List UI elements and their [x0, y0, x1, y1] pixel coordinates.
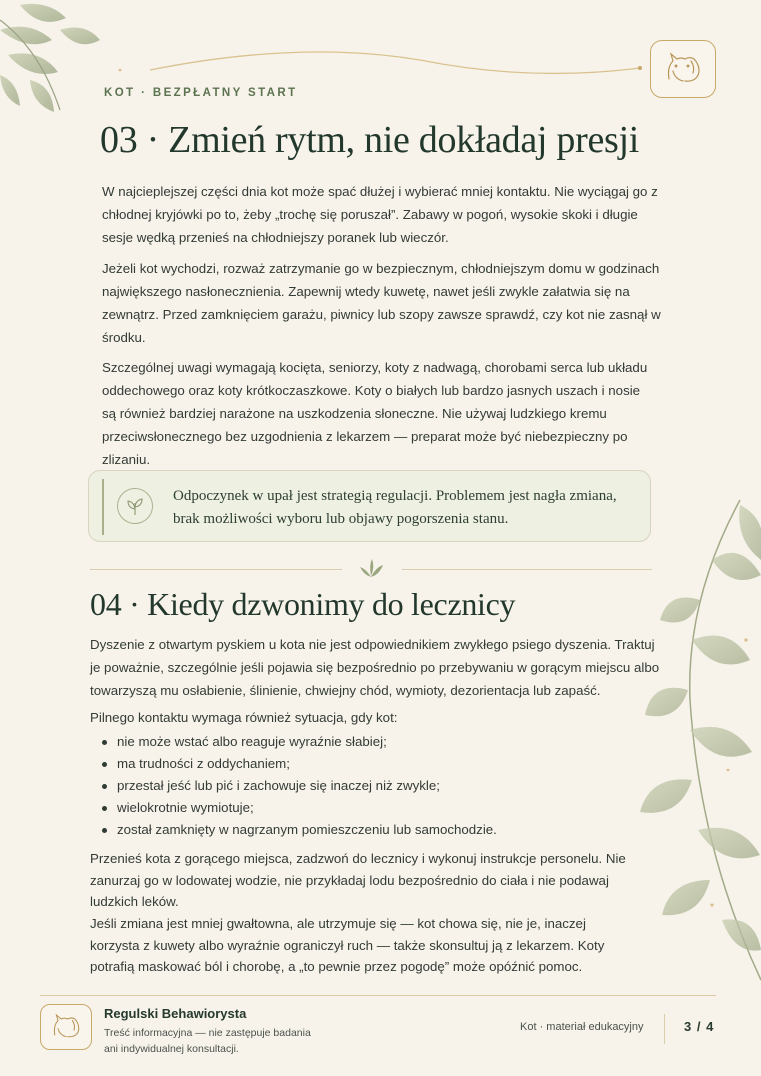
callout-accent-bar: [102, 479, 104, 535]
footer-separator: [664, 1014, 665, 1044]
section-4-paragraph-4: Jeśli zmiana jest mniej gwałtowna, ale utrzymuje się — kot chowa się, nie je, inaczej korzysta z kuwety albo wyraźnie ograniczył ruch — także skonsultuj ją z lekarzem. Koty potrafią maskować ból i chorobę, a „to pewnie przez pogodę” może opóźnić pomoc.: [90, 916, 605, 974]
list-item: wielokrotnie wymiotuje;: [100, 797, 497, 819]
page-number: 3 / 4: [684, 1019, 715, 1034]
brand-logo: [650, 40, 716, 98]
list-item: przestał jeść lub pić i zachowuje się inaczej niż zwykle;: [100, 775, 497, 797]
footer-material-label: Kot · materiał edukacyjny: [520, 1021, 644, 1033]
list-item: ma trudności z oddychaniem;: [100, 753, 497, 775]
section-4-paragraph-3: Przenieś kota z gorącego miejsca, zadzwoń do lecznicy i wykonuj instrukcje personelu. Nie zanurzaj go w lodowatej wodzie, nie przykładaj lodu bezpośrednio do ciała i nie podawaj ludzkich leków.: [90, 851, 626, 909]
section-4-title: 04 · Kiedy dzwonimy do lecznicy: [90, 586, 516, 622]
footer-disclaimer: Treść informacyjna — nie zastępuje badania ani indywidualnej konsultacji.: [104, 1027, 311, 1055]
section-4-paragraph-2: Pilnego kontaktu wymaga również sytuacja, gdy kot:: [90, 710, 398, 725]
section-3-title: 03 · Zmień rytm, nie dokładaj presji: [100, 119, 640, 161]
dog-cat-line-icon: [48, 1011, 84, 1043]
section-4-paragraph-1: Dyszenie z otwartym pyskiem u kota nie jest odpowiednikiem zwykłego psiego dyszenia. Traktuj je poważnie, szczególnie jeśli pojawia się bezpośrednio po przebywaniu w gorącym miejscu albo towarzyszą mu osłabienie, ślinienie, chwiejny chód, wymioty, dezorientacja lub zapaść.: [90, 637, 660, 698]
callout-text: Odpoczynek w upał jest strategią regulacji. Problemem jest nagła zmiana, brak możliwości wyboru lub objawy pogorszenia stanu.: [173, 488, 617, 527]
section-3-paragraph-1: W najcieplejszej części dnia kot może spać dłużej i wybierać mniej kontaktu. Nie wyciągaj go z chłodnej kryjówki po to, żeby „trochę się poruszał”. Zabawy w pogoń, wysokie skoki i długie sesje wędką przenieś na chłodniejszy poranek lub wieczór.: [102, 184, 658, 245]
list-item: nie może wstać albo reaguje wyraźnie słabiej;: [100, 731, 497, 753]
list-item: został zamknięty w nagrzanym pomieszczeniu lub samochodzie.: [100, 819, 497, 841]
footer-divider: [40, 995, 716, 996]
section-3-paragraph-3: Szczególnej uwagi wymagają kocięta, seniorzy, koty z nadwagą, chorobami serca lub układu oddechowego oraz koty krótkoczaszkowe. Koty o białych lub bardzo jasnych uszach i nosie są również bardziej narażone na uszkodzenia słoneczne. Nie używaj ludzkiego kremu przeciwsłonecznego bez uzgodnienia z lekarzem — preparat może być niebezpieczny po zlizaniu.: [102, 360, 648, 467]
dog-cat-line-icon: [661, 49, 705, 89]
callout-box: [88, 470, 651, 542]
footer-brand-name: Regulski Behawiorysta: [104, 1006, 247, 1021]
warning-signs-list: [100, 731, 497, 841]
section-3-paragraph-2: Jeżeli kot wychodzi, rozważ zatrzymanie go w bezpiecznym, chłodniejszym domu w godzinach największego nasłonecznienia. Zapewnij wtedy kuwetę, nawet jeśli zwykle załatwia się na zewnątrz. Przed zamknięciem garażu, piwnicy lub szopy zawsze sprawdź, czy kot nie zasnął w środku.: [102, 261, 661, 345]
footer-logo: [40, 1004, 92, 1050]
eyebrow-label: KOT · BEZPŁATNY START: [104, 87, 298, 99]
leaf-sprig-icon: [117, 488, 153, 524]
sprig-ornament-icon: [356, 557, 386, 579]
